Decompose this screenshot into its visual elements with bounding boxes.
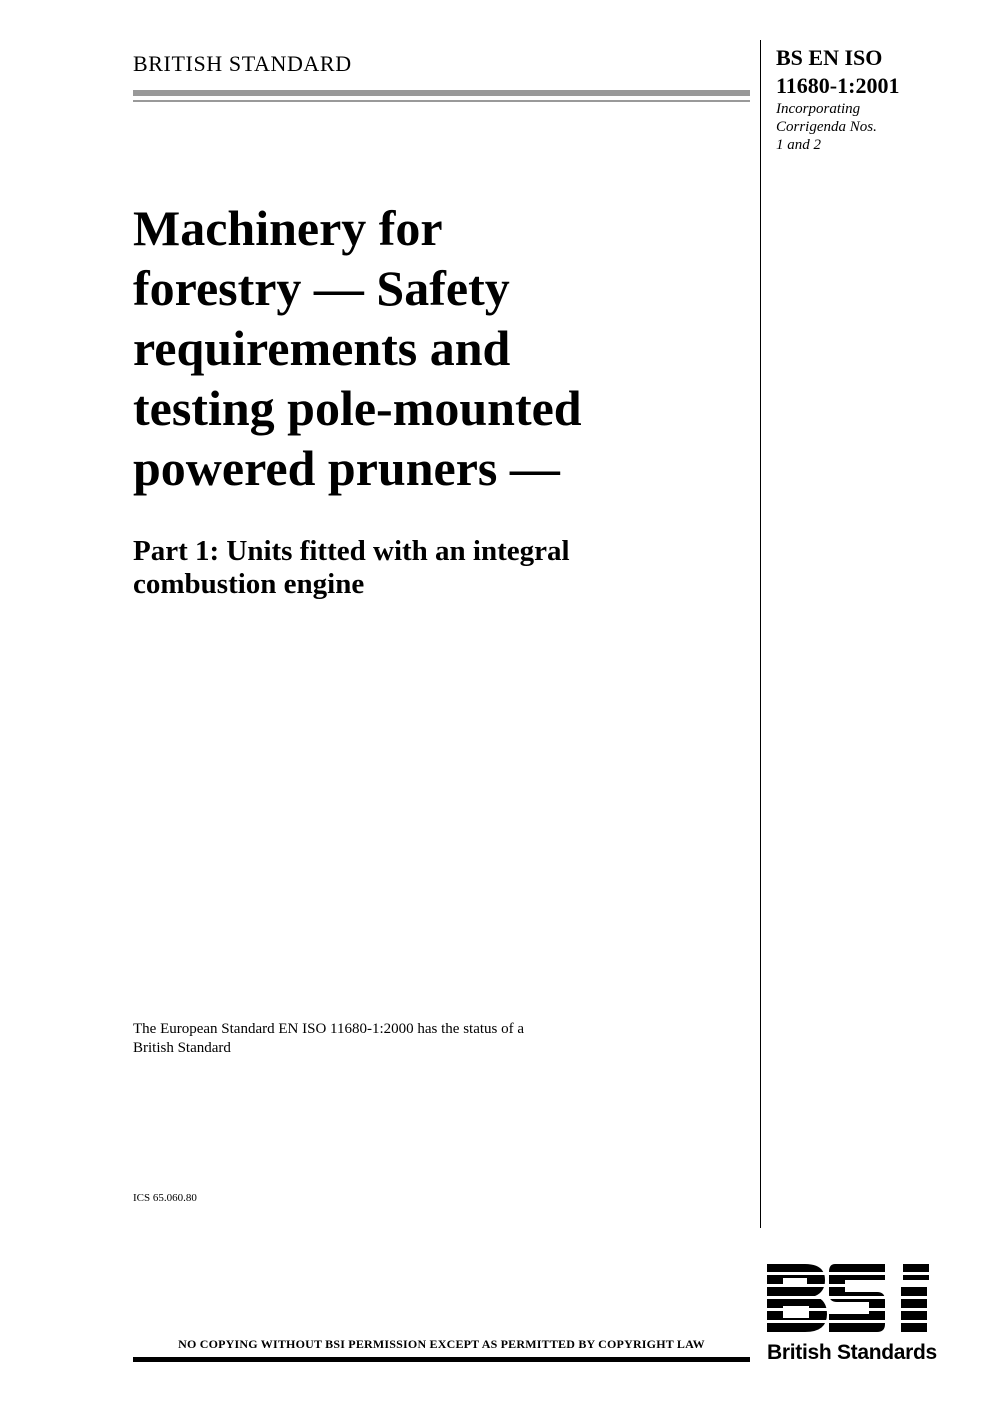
corrigenda-line2: Corrigenda Nos. xyxy=(776,119,877,135)
vertical-divider xyxy=(760,40,761,1228)
title-line1: Machinery for xyxy=(133,200,443,256)
ics-code: ICS 65.060.80 xyxy=(133,1192,197,1204)
standard-number-line2: 11680-1:2001 xyxy=(776,73,900,98)
corrigenda-line3: 1 and 2 xyxy=(776,137,821,153)
corrigenda-line1: Incorporating xyxy=(776,101,861,117)
standard-number xyxy=(776,44,899,100)
bsi-logo-icon xyxy=(765,1262,945,1338)
title-line2: forestry — Safety xyxy=(133,260,510,316)
title-line3: requirements and xyxy=(133,320,511,376)
header-rule-thick xyxy=(133,90,750,96)
bsi-logo xyxy=(765,1262,945,1372)
status-note-line2: British Standard xyxy=(133,1040,231,1056)
header-rule-thin xyxy=(133,100,750,102)
document-title xyxy=(133,198,743,498)
bsi-brand-name: British Standards xyxy=(767,1341,937,1364)
status-note-line1: The European Standard EN ISO 11680-1:2000 has the status of a xyxy=(133,1021,525,1037)
document-type-label: BRITISH STANDARD xyxy=(133,51,352,76)
title-line4: testing pole-mounted xyxy=(133,380,582,436)
standard-number-line1: BS EN ISO xyxy=(776,45,883,70)
corrigenda-note xyxy=(776,100,877,154)
status-note xyxy=(133,1020,693,1058)
document-subtitle xyxy=(133,535,743,601)
copyright-notice: NO COPYING WITHOUT BSI PERMISSION EXCEPT AS PERMITTED BY COPYRIGHT LAW xyxy=(178,1337,705,1351)
title-line5: powered pruners — xyxy=(133,440,560,496)
subtitle-line2: combustion engine xyxy=(133,568,365,600)
subtitle-line1: Part 1: Units fitted with an integral xyxy=(133,535,570,567)
footer-rule xyxy=(133,1357,750,1362)
